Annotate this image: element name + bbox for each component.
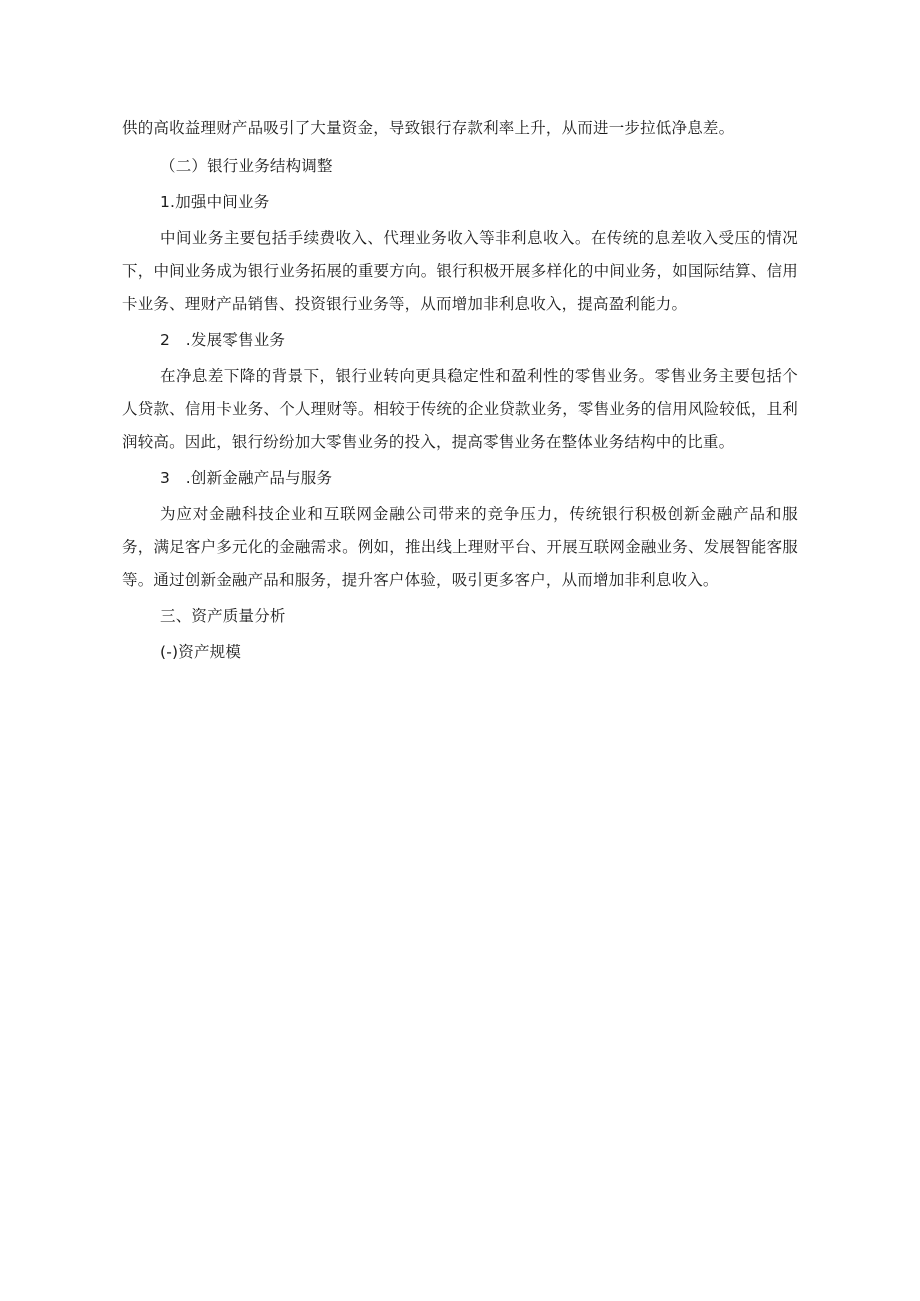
intro-paragraph: 供的高收益理财产品吸引了大量资金，导致银行存款利率上升，从而进一步拉低净息差。 <box>122 119 735 137</box>
section-heading-business-structure: （二）银行业务结构调整 <box>160 157 333 175</box>
document-body <box>122 112 798 669</box>
item-heading-intermediary-business: 1.加强中间业务 <box>160 193 270 211</box>
paragraph-retail-business: 在净息差下降的背景下，银行业转向更具稳定性和盈利性的零售业务。零售业务主要包括个人贷款、信用卡业务、个人理财等。相较于传统的企业贷款业务，零售业务的信用风险较低，且利润较高。因此，银行纷纷加大零售业务的投入，提高零售业务在整体业务结构中的比重。 <box>122 367 798 451</box>
part-heading-asset-quality: 三、资产质量分析 <box>160 607 286 625</box>
item-heading-innovation: 3 .创新金融产品与服务 <box>160 469 333 487</box>
paragraph-innovation: 为应对金融科技企业和互联网金融公司带来的竞争压力，传统银行积极创新金融产品和服务，满足客户多元化的金融需求。例如，推出线上理财平台、开展互联网金融业务、发展智能客服等。通过创新金融产品和服务，提升客户体验，吸引更多客户，从而增加非利息收入。 <box>122 505 798 589</box>
paragraph-intermediary-business: 中间业务主要包括手续费收入、代理业务收入等非利息收入。在传统的息差收入受压的情况下，中间业务成为银行业务拓展的重要方向。银行积极开展多样化的中间业务，如国际结算、信用卡业务、理财产品销售、投资银行业务等，从而增加非利息收入，提高盈利能力。 <box>122 229 798 313</box>
item-heading-retail-business: 2 .发展零售业务 <box>160 331 286 349</box>
subsection-heading-asset-scale: (-)资产规模 <box>160 643 242 661</box>
